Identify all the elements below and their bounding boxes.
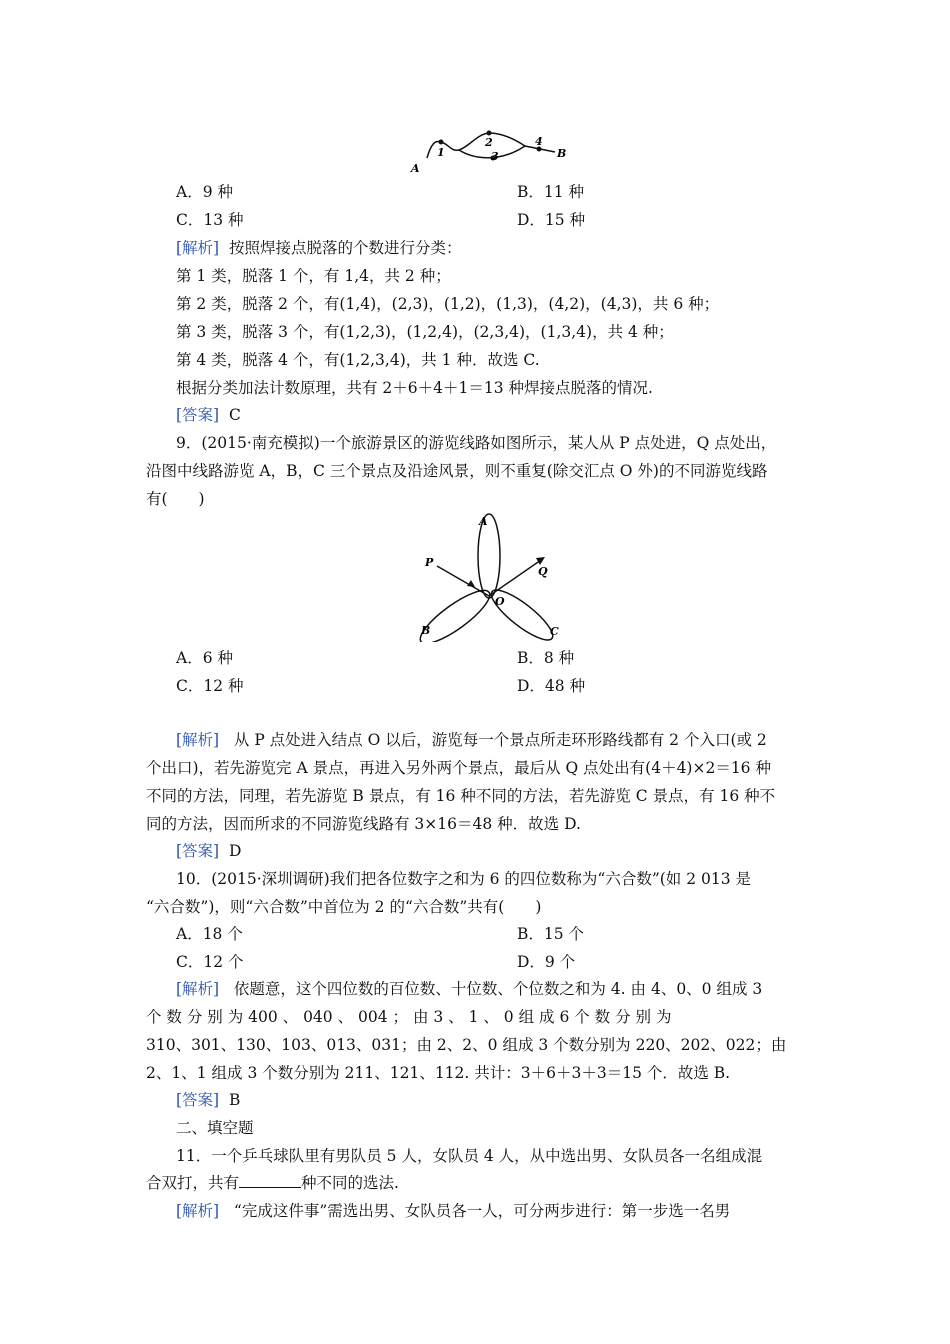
q9-analysis-tag: [解析] bbox=[176, 731, 220, 749]
q10-analysis-line-2: 个 数 分 别 为 400 、 040 、 004 ； 由 3 、 1 、 0 组 成 6 个 数 分 别 为 bbox=[146, 1008, 672, 1026]
fig2-label-q: Q bbox=[538, 565, 548, 578]
arrow-q bbox=[536, 557, 545, 565]
q11-analysis-text: “完成这件事”需选出男、女队员各一人，可分两步进行：第一步选一名男 bbox=[233, 1202, 731, 1220]
q10-analysis-text-1: 依题意，这个四位数的百位数、十位数、个位数之和为 4. 由 4、0、0 组成 3 bbox=[233, 980, 763, 998]
q9-option-b: B．8 种 bbox=[517, 649, 575, 667]
q10-option-c: C．12 个 bbox=[176, 953, 244, 971]
q9-answer bbox=[176, 841, 241, 861]
fig1-label-1: 1 bbox=[437, 146, 445, 159]
joint-1 bbox=[439, 140, 444, 145]
fig1-label-2: 2 bbox=[485, 136, 493, 149]
q8-analysis-line-1 bbox=[176, 238, 461, 258]
path-p bbox=[437, 566, 489, 596]
q8-answer-tag: [答案] bbox=[176, 406, 220, 424]
fig2-label-b: B bbox=[421, 624, 431, 637]
q8-answer-value: C bbox=[228, 406, 241, 424]
q11-analysis-line-1 bbox=[176, 1201, 730, 1221]
q9-answer-tag: [答案] bbox=[176, 842, 220, 860]
q8-analysis-line-3: 第 2 类，脱落 2 个，有(1,4)，(2,3)，(1,2)，(1,3)，(4,2)，(4,3)，共 6 种； bbox=[176, 295, 720, 313]
path-q bbox=[489, 560, 541, 596]
fig2-label-o: O bbox=[495, 595, 505, 608]
q10-stem-line-1: 10．(2015·深圳调研)我们把各位数字之和为 6 的四位数称为“六合数”(如 2 013 是 bbox=[176, 870, 752, 888]
q8-answer bbox=[176, 405, 241, 425]
q11-stem-line-1: 11．一个乒乓球队里有男队员 5 人，女队员 4 人，从中选出男、女队员各一名组成混 bbox=[176, 1147, 763, 1165]
route-figure bbox=[415, 510, 575, 642]
q8-analysis-line-2: 第 1 类，脱落 1 个，有 1,4，共 2 种； bbox=[176, 267, 451, 285]
q9-analysis-line-2: 个出口)，若先游览完 A 景点，再进入另外两个景点，最后从 Q 点处出有(4＋4)×2＝16 种 bbox=[146, 759, 771, 777]
fig1-label-b: B bbox=[557, 147, 567, 160]
joint-2 bbox=[487, 131, 492, 136]
q11-analysis-tag: [解析] bbox=[176, 1202, 220, 1220]
q10-option-d: D．9 个 bbox=[517, 953, 576, 971]
q10-answer bbox=[176, 1090, 240, 1110]
fig2-label-a: A bbox=[479, 515, 488, 528]
q11-stem-line-2 bbox=[146, 1173, 399, 1193]
q10-analysis-line-3: 310、301、130、103、013、031；由 2、2、0 组成 3 个数分别为 220、202、022；由 bbox=[146, 1036, 787, 1054]
q10-answer-value: B bbox=[228, 1091, 241, 1109]
fig1-label-4: 4 bbox=[535, 135, 543, 148]
q8-analysis-tag: [解析] bbox=[176, 239, 220, 257]
q9-analysis-line-3: 不同的方法，同理，若先游览 B 景点，有 16 种不同的方法，若先游览 C 景点，有 16 种不 bbox=[146, 787, 776, 805]
q9-option-d: D．48 种 bbox=[517, 677, 586, 695]
fig1-label-a: A bbox=[411, 162, 420, 175]
fig2-label-c: C bbox=[550, 625, 559, 638]
fig2-label-p: P bbox=[425, 556, 434, 569]
q9-analysis-text-1: 从 P 点处进入结点 O 以后，游览每一个景点所走环形路线都有 2 个入口(或 2 bbox=[233, 731, 767, 749]
q8-analysis-text-1: 按照焊接点脱落的个数进行分类： bbox=[228, 239, 462, 257]
q8-option-a: A．9 种 bbox=[176, 183, 233, 201]
q9-analysis-line-4: 同的方法，因而所求的不同游览线路有 3×16＝48 种．故选 D. bbox=[146, 815, 581, 833]
q8-option-c: C．13 种 bbox=[176, 211, 244, 229]
q11-answer-blank[interactable] bbox=[239, 1173, 301, 1188]
q10-analysis-tag: [解析] bbox=[176, 980, 220, 998]
q9-stem-line-1: 9．(2015·南充模拟)一个旅游景区的游览线路如图所示，某人从 P 点处进，Q 点处出， bbox=[176, 434, 777, 452]
q10-stem-line-2: “六合数”)，则“六合数”中首位为 2 的“六合数”共有( ) bbox=[146, 898, 542, 916]
q10-answer-tag: [答案] bbox=[176, 1091, 220, 1109]
q10-option-b: B．15 个 bbox=[517, 925, 585, 943]
q8-analysis-line-5: 第 4 类，脱落 4 个，有(1,2,3,4)，共 1 种．故选 C. bbox=[176, 351, 540, 369]
q8-analysis-line-6: 根据分类加法计数原理，共有 2＋6＋4＋1＝13 种焊接点脱落的情况. bbox=[176, 379, 653, 397]
q9-stem-line-3: 有( ) bbox=[146, 490, 205, 508]
fig1-label-3: 3 bbox=[491, 150, 499, 163]
q10-analysis-line-4: 2、1、1 组成 3 个数分别为 211、121、112. 共计：3＋6＋3＋3＝15 个．故选 B. bbox=[146, 1064, 731, 1082]
q8-option-d: D．15 种 bbox=[517, 211, 586, 229]
q10-option-a: A．18 个 bbox=[176, 925, 243, 943]
q10-analysis-line-1 bbox=[176, 979, 762, 999]
q9-analysis-line-1 bbox=[176, 730, 767, 750]
q9-option-c: C．12 种 bbox=[176, 677, 244, 695]
q9-answer-value: D bbox=[228, 842, 242, 860]
q8-option-b: B．11 种 bbox=[517, 183, 585, 201]
q8-analysis-line-4: 第 3 类，脱落 3 个，有(1,2,3)，(1,2,4)，(2,3,4)，(1,3,4)，共 4 种； bbox=[176, 323, 674, 341]
q11-stem-post: 种不同的选法. bbox=[301, 1174, 399, 1192]
q9-stem-line-2: 沿图中线路游览 A，B，C 三个景点及沿途风景，则不重复(除交汇点 O 外)的不同游览线路 bbox=[146, 462, 768, 480]
circuit-figure bbox=[405, 126, 575, 178]
q9-option-a: A．6 种 bbox=[176, 649, 233, 667]
section-heading: 二、填空题 bbox=[176, 1119, 254, 1137]
q11-stem-pre: 合双打，共有 bbox=[146, 1174, 240, 1192]
